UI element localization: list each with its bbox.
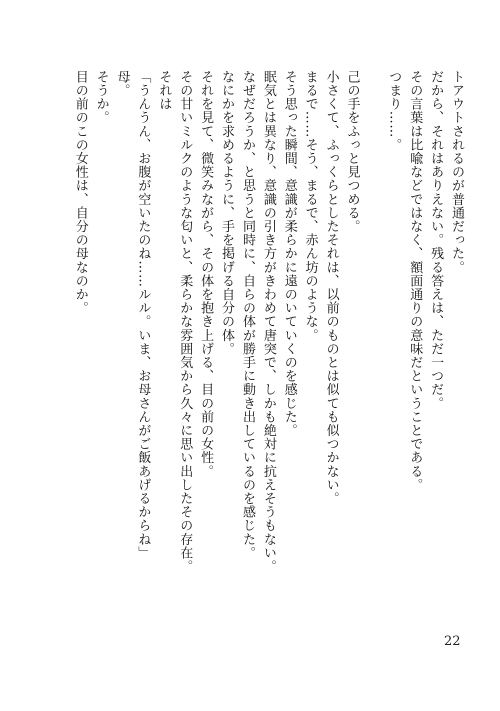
text-line: その言葉は比喩などではなく、額面通りの意味だということである。 xyxy=(407,70,423,492)
text-line: 己の手をふっと見つめる。 xyxy=(344,70,360,234)
text-line: なにかを求めるように、手を掲げる自分の体。 xyxy=(219,70,235,356)
dialogue-line: 「うんうん、お腹が空いたのね……ルル。いま、お母さんがご飯あげるからね」 xyxy=(135,70,151,560)
text-line: 眠気とは異なり、意識の引き方がきわめて唐突で、しかも絶対に抗えそうもない。 xyxy=(260,70,276,574)
text-line: だから、それはありえない。残る答えは、ただ一つだ。 xyxy=(428,70,444,410)
text-line: なぜだろうか、と思うと同時に、自らの体が勝手に動き出しているのを感じた。 xyxy=(239,70,255,560)
text-line: 母。 xyxy=(114,70,130,98)
text-line: それを見て、微笑みながら、その体を抱き上げる、目の前の女性。 xyxy=(198,70,214,478)
vertical-text-block xyxy=(69,70,466,574)
text-line: それは xyxy=(156,70,172,111)
text-line: その甘いミルクのような匂いと、柔らかな雰囲気から久々に思い出したその存在。 xyxy=(177,70,193,574)
text-line: 小さくて、ふっくらとしたそれは、以前のものとは似ても似つかない。 xyxy=(323,70,339,506)
blank-line xyxy=(361,70,382,560)
text-line: まるで……そう、まるで、赤ん坊のような。 xyxy=(302,70,318,342)
text-line: そう思った瞬間、意識が柔らかに遠のいていくのを感じた。 xyxy=(281,70,297,438)
text-line: 目の前のこの女性は、自分の母なのか。 xyxy=(72,70,88,315)
text-line: そうか。 xyxy=(93,70,109,125)
page-number: 22 xyxy=(444,634,461,649)
text-line: トアウトされるのが普通だった。 xyxy=(449,70,464,274)
text-line: つまり……。 xyxy=(386,70,402,152)
